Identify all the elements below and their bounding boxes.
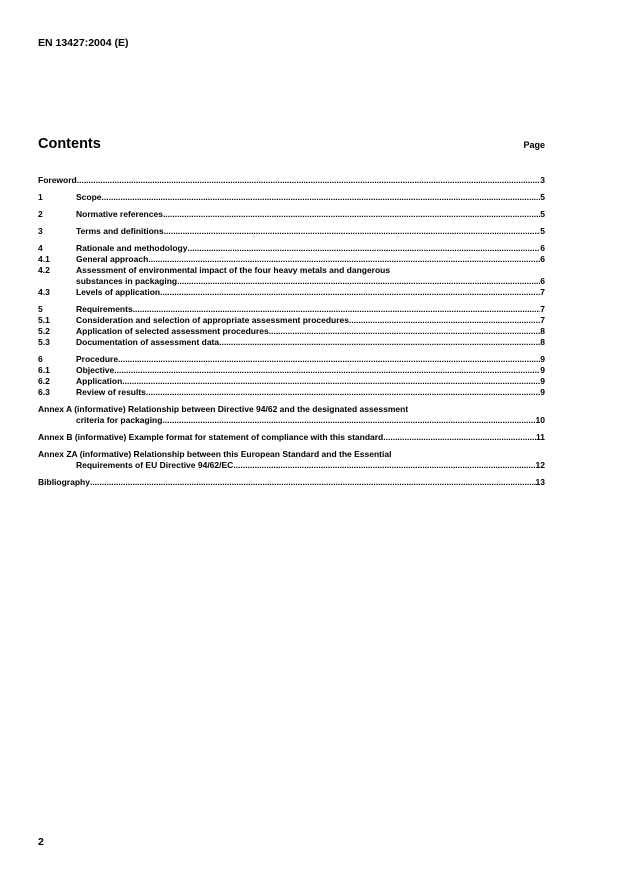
toc-entry-page: 12	[535, 460, 545, 470]
toc-entry-title: Assessment of environmental impact of the four heavy metals and dangerous	[76, 265, 391, 275]
toc-entry-title: Annex ZA (informative) Relationship between this European Standard and the Essential	[38, 449, 392, 459]
toc-entry-consideration[interactable]	[38, 315, 545, 326]
toc-entry-page: 6	[540, 254, 545, 264]
toc-entry-page: 13	[535, 477, 545, 487]
dot-leader	[383, 432, 536, 443]
toc-entry-title: Bibliography	[38, 477, 90, 487]
toc-entry-number: 5.2	[38, 326, 50, 336]
toc-entry-number: 4.1	[38, 254, 50, 264]
toc-entry-number: 4.2	[38, 265, 50, 275]
contents-heading: Contents	[38, 136, 101, 152]
toc-entry-bibliography[interactable]	[38, 477, 545, 488]
toc-entry-objective[interactable]	[38, 365, 545, 376]
toc-entry-page: 9	[540, 365, 545, 375]
toc-entry-documentation[interactable]	[38, 337, 545, 348]
dot-leader	[133, 304, 541, 315]
toc-entry-normative-references[interactable]	[38, 209, 545, 220]
toc-entry-procedure[interactable]	[38, 354, 545, 365]
dot-leader	[187, 243, 540, 254]
toc-entry-title: Review of results	[76, 387, 146, 397]
toc-entry-title-continued: criteria for packaging	[76, 415, 163, 425]
dot-leader	[233, 460, 535, 471]
toc-entry-rationale[interactable]	[38, 243, 545, 254]
toc-entry-number: 2	[38, 209, 43, 219]
toc-entry-page: 6	[540, 276, 545, 286]
toc-entry-annex-b[interactable]	[38, 432, 545, 443]
toc-entry-number: 5.3	[38, 337, 50, 347]
toc-entry-number: 6.3	[38, 387, 50, 397]
toc-entry-terms-and-definitions[interactable]	[38, 226, 545, 237]
toc-entry-page: 7	[540, 304, 545, 314]
dot-leader	[146, 387, 540, 398]
dot-leader	[269, 326, 541, 337]
toc-entry-assessment-line2[interactable]	[38, 276, 545, 287]
toc-entry-page: 9	[540, 376, 545, 386]
toc-entry-title: Rationale and methodology	[76, 243, 188, 253]
toc-entry-page: 6	[540, 243, 545, 253]
toc-entry-title: Documentation of assessment data	[76, 337, 220, 347]
toc-entry-title: Annex A (informative) Relationship between Directive 94/62 and the designated assessment	[38, 404, 409, 414]
table-of-contents	[38, 175, 545, 488]
toc-entry-title-continued: Requirements of EU Directive 94/62/EC	[76, 460, 234, 470]
dot-leader	[219, 337, 540, 348]
toc-entry-page: 8	[540, 326, 545, 336]
toc-entry-title: General approach	[76, 254, 149, 264]
dot-leader	[177, 276, 540, 287]
toc-entry-page: 3	[540, 175, 545, 185]
toc-entry-page: 11	[536, 432, 545, 442]
toc-entry-page: 5	[540, 192, 545, 202]
toc-entry-number: 6.1	[38, 365, 50, 375]
toc-entry-number: 3	[38, 226, 43, 236]
toc-entry-application-of-procedures[interactable]	[38, 326, 545, 337]
toc-entry-page: 10	[535, 415, 545, 425]
toc-entry-title: Requirements	[76, 304, 133, 314]
toc-entry-title: Normative references	[76, 209, 163, 219]
toc-entry-number: 1	[38, 192, 43, 202]
page-column-label: Page	[523, 140, 545, 150]
toc-entry-page: 7	[540, 287, 545, 297]
dot-leader	[118, 354, 540, 365]
dot-leader	[90, 477, 536, 488]
toc-entry-annex-za-line1[interactable]	[38, 449, 545, 460]
toc-entry-annex-za-line2[interactable]	[38, 460, 545, 471]
toc-entry-title: Terms and definitions	[76, 226, 164, 236]
toc-entry-review-of-results[interactable]	[38, 387, 545, 398]
dot-leader	[77, 175, 541, 186]
dot-leader	[102, 192, 541, 203]
toc-entry-foreword[interactable]	[38, 175, 545, 186]
dot-leader	[148, 254, 540, 265]
toc-entry-number: 6	[38, 354, 43, 364]
toc-entry-title: Consideration and selection of appropriate assessment procedures	[76, 315, 350, 325]
toc-entry-number: 4.3	[38, 287, 50, 297]
dot-leader	[164, 226, 541, 237]
toc-entry-page: 9	[540, 387, 545, 397]
toc-entry-annex-a-line1[interactable]	[38, 404, 545, 415]
toc-entry-number: 5.1	[38, 315, 50, 325]
toc-entry-page: 5	[540, 209, 545, 219]
dot-leader	[160, 287, 540, 298]
toc-entry-application[interactable]	[38, 376, 545, 387]
page-number: 2	[38, 836, 44, 848]
dot-leader	[114, 365, 540, 376]
dot-leader	[162, 415, 535, 426]
toc-entry-title: Annex B (informative) Example format for statement of compliance with this standard	[38, 432, 384, 442]
toc-entry-number: 5	[38, 304, 43, 314]
toc-entry-title: Scope	[76, 192, 102, 202]
toc-entry-title-continued: substances in packaging	[76, 276, 178, 286]
toc-entry-page: 5	[540, 226, 545, 236]
toc-entry-number: 4	[38, 243, 43, 253]
toc-entry-title: Application of selected assessment procedures	[76, 326, 269, 336]
dot-leader	[122, 376, 540, 387]
dot-leader	[349, 315, 540, 326]
toc-entry-scope[interactable]	[38, 192, 545, 203]
toc-entry-levels-of-application[interactable]	[38, 287, 545, 298]
toc-entry-title: Levels of application	[76, 287, 161, 297]
toc-entry-page: 9	[540, 354, 545, 364]
toc-entry-page: 7	[540, 315, 545, 325]
document-identifier: EN 13427:2004 (E)	[38, 37, 129, 49]
toc-entry-title: Objective	[76, 365, 115, 375]
toc-entry-title: Foreword	[38, 175, 77, 185]
toc-entry-annex-a-line2[interactable]	[38, 415, 545, 426]
toc-entry-page: 8	[540, 337, 545, 347]
toc-entry-general-approach[interactable]	[38, 254, 545, 265]
toc-entry-assessment-line1[interactable]	[38, 265, 545, 276]
toc-entry-title: Application	[76, 376, 123, 386]
toc-entry-title: Procedure	[76, 354, 119, 364]
dot-leader	[163, 209, 540, 220]
toc-entry-requirements[interactable]	[38, 304, 545, 315]
toc-entry-number: 6.2	[38, 376, 50, 386]
